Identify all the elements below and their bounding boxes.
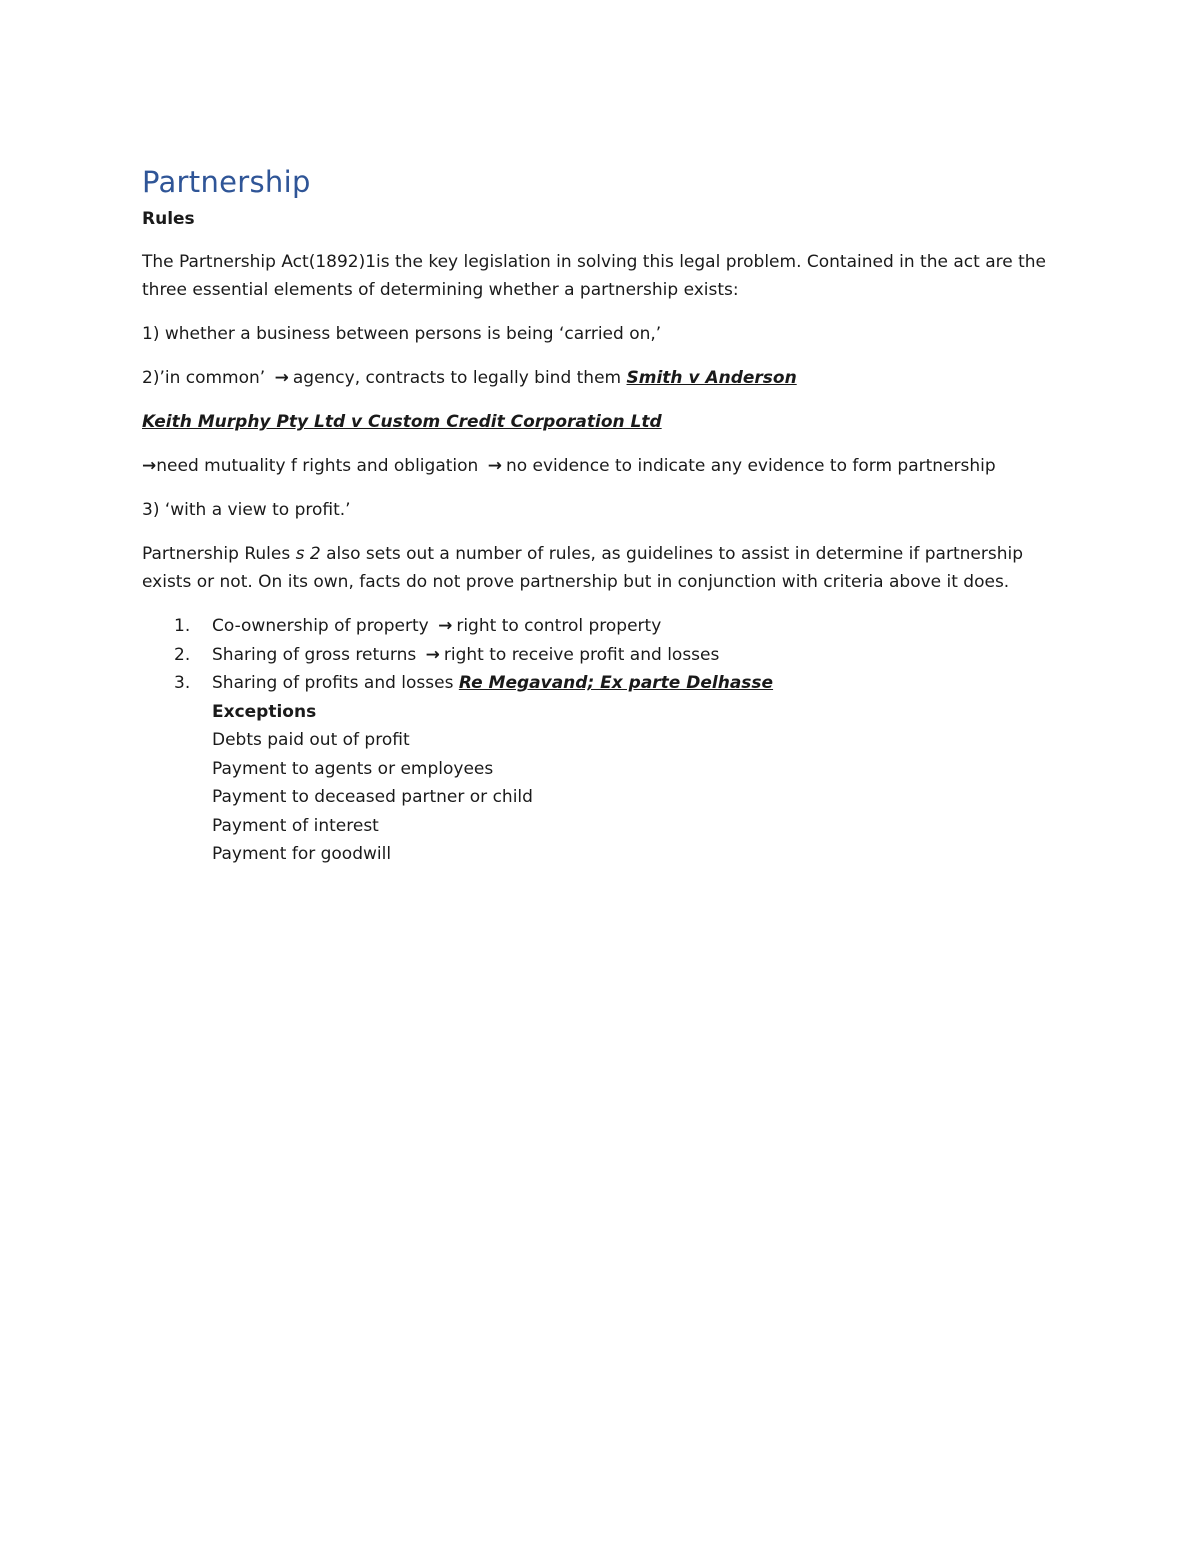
exceptions-block [142,698,1062,869]
exception-item: Payment of interest [212,815,379,836]
case-citation-megavand: Re Megavand; Ex parte Delhasse [458,673,774,693]
page-title: Partnership [142,165,311,199]
element-3: 3) ‘with a view to profit.’ [142,500,351,520]
list-item-after: right to receive profit and losses [443,644,720,665]
exception-item: Payment to deceased partner or child [212,787,533,807]
list-item [142,669,1062,698]
list-item [142,641,1062,670]
list-item [142,612,1062,641]
element-1: 1) whether a business between persons is being ‘carried on,’ [142,324,662,344]
list-number: 2. [174,644,191,665]
rules-para-before: Partnership Rules [142,544,291,564]
exception-item: Debts paid out of profit [212,730,410,750]
mutuality-text-2: no evidence to indicate any evidence to form partnership [505,456,996,476]
rules-paragraph [142,540,1062,596]
case-keith-text: Keith Murphy Pty Ltd v Custom Credit Corporation Ltd [142,412,662,432]
case-citation-keith [142,408,1062,436]
case-citation-smith: Smith v Anderson [626,368,797,388]
arrow-right-icon: → [142,456,157,476]
arrow-right-icon: → [438,616,453,636]
list-item-after: right to control property [456,616,662,636]
rules-list [142,612,1062,698]
list-item-text: Co-ownership of property [212,616,429,636]
list-item-text: Sharing of gross returns [212,644,417,665]
list-item-text: Sharing of profits and losses [212,673,454,693]
section-reference: s 2 [295,544,321,564]
mutuality-paragraph [142,452,1062,480]
exceptions-heading: Exceptions [212,701,317,722]
arrow-right-icon: → [487,456,502,476]
element-2 [142,364,1062,392]
document-page [142,160,1062,869]
element-2-text: agency, contracts to legally bind them [292,368,622,388]
section-heading: Rules [142,209,195,229]
list-number: 1. [174,616,191,636]
arrow-right-icon: → [274,368,289,388]
mutuality-text-1: need mutuality f rights and obligation [156,456,479,476]
element-2-prefix: 2)’in common’ [142,368,266,388]
intro-paragraph: The Partnership Act(1892)1is the key legislation in solving this legal problem. Contained in the act are the three essential elements of determining whether a partnership exists: [142,252,1046,300]
exception-item: Payment to agents or employees [212,758,494,779]
arrow-right-icon: → [425,644,440,665]
rules-para-after: also sets out a number of rules, as guidelines to assist in determine if partnership exists or not. On its own, facts do not prove partnership but in conjunction with criteria above it does. [142,544,1023,592]
exception-item: Payment for goodwill [212,844,392,864]
list-number: 3. [174,673,191,693]
